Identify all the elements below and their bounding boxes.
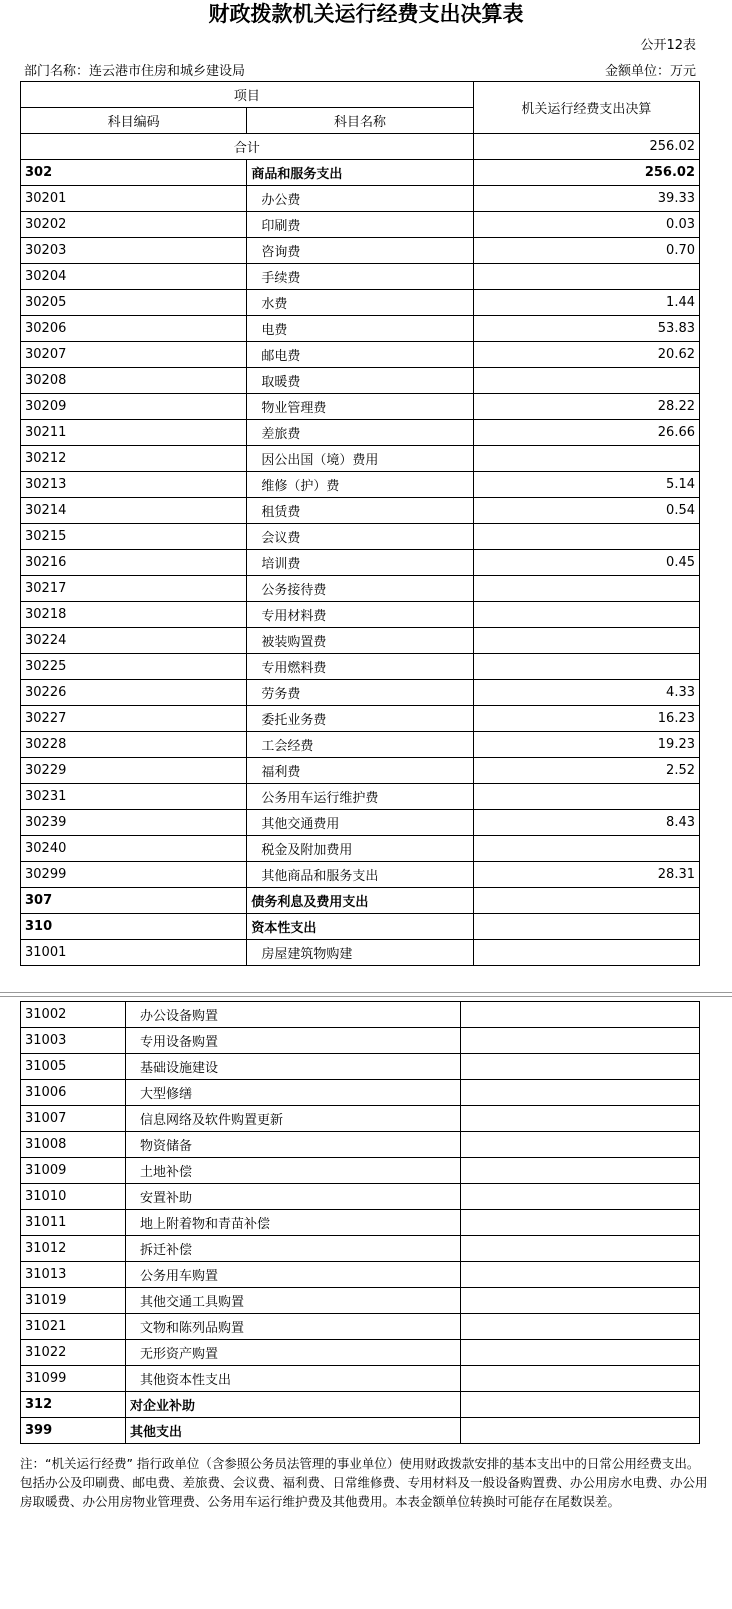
expense-table-part2 <box>20 1001 700 1444</box>
row-code: 31007 <box>21 1106 126 1132</box>
row-code: 399 <box>21 1418 126 1444</box>
row-value <box>473 576 699 602</box>
row-name: 房屋建筑物购建 <box>247 940 473 966</box>
row-code: 30206 <box>21 316 247 342</box>
row-name: 税金及附加费用 <box>247 836 473 862</box>
row-name: 劳务费 <box>247 680 473 706</box>
row-code: 31021 <box>21 1314 126 1340</box>
table-row <box>21 1028 700 1054</box>
table-row <box>21 342 700 368</box>
row-value <box>473 524 699 550</box>
row-name: 维修（护）费 <box>247 472 473 498</box>
row-name: 其他交通费用 <box>247 810 473 836</box>
table-row <box>21 784 700 810</box>
table-row <box>21 264 700 290</box>
row-name: 会议费 <box>247 524 473 550</box>
row-value: 0.54 <box>473 498 699 524</box>
row-value <box>461 1158 700 1184</box>
row-value <box>473 264 699 290</box>
row-code: 30201 <box>21 186 247 212</box>
header-item: 项目 <box>21 82 474 108</box>
table-row <box>21 446 700 472</box>
table-row <box>21 602 700 628</box>
table-row <box>21 316 700 342</box>
row-code: 31008 <box>21 1132 126 1158</box>
row-name: 大型修缮 <box>126 1080 461 1106</box>
row-value <box>473 784 699 810</box>
row-code: 31009 <box>21 1158 126 1184</box>
row-value <box>461 1184 700 1210</box>
row-value: 5.14 <box>473 472 699 498</box>
table-row <box>21 1366 700 1392</box>
table-row <box>21 1392 700 1418</box>
row-value: 28.22 <box>473 394 699 420</box>
row-name: 地上附着物和青苗补偿 <box>126 1210 461 1236</box>
row-value: 39.33 <box>473 186 699 212</box>
row-code: 31010 <box>21 1184 126 1210</box>
table-row <box>21 654 700 680</box>
table-row <box>21 394 700 420</box>
row-value: 0.70 <box>473 238 699 264</box>
row-name: 邮电费 <box>247 342 473 368</box>
row-code: 31011 <box>21 1210 126 1236</box>
row-value: 0.03 <box>473 212 699 238</box>
row-name: 福利费 <box>247 758 473 784</box>
row-value: 1.44 <box>473 290 699 316</box>
row-name: 公务用车运行维护费 <box>247 784 473 810</box>
row-code: 31006 <box>21 1080 126 1106</box>
table-row <box>21 1418 700 1444</box>
table-row <box>21 186 700 212</box>
table-row <box>21 1054 700 1080</box>
row-name: 文物和陈列品购置 <box>126 1314 461 1340</box>
row-value <box>473 446 699 472</box>
row-value <box>461 1236 700 1262</box>
expense-table-part1 <box>20 81 700 966</box>
row-name: 手续费 <box>247 264 473 290</box>
row-code: 30213 <box>21 472 247 498</box>
row-value <box>461 1366 700 1392</box>
table-row <box>21 680 700 706</box>
row-value <box>461 1314 700 1340</box>
row-name: 基础设施建设 <box>126 1054 461 1080</box>
table-row <box>21 212 700 238</box>
table-row <box>21 238 700 264</box>
row-code: 30216 <box>21 550 247 576</box>
table-row <box>21 1158 700 1184</box>
row-value <box>461 1418 700 1444</box>
row-value <box>461 1392 700 1418</box>
row-code: 30202 <box>21 212 247 238</box>
table-row <box>21 1184 700 1210</box>
row-code: 31003 <box>21 1028 126 1054</box>
table-row <box>21 160 700 186</box>
row-value <box>473 602 699 628</box>
row-code: 30217 <box>21 576 247 602</box>
table-row <box>21 836 700 862</box>
table-row <box>21 576 700 602</box>
row-name: 咨询费 <box>247 238 473 264</box>
row-value: 16.23 <box>473 706 699 732</box>
row-name: 因公出国（境）费用 <box>247 446 473 472</box>
table-row <box>21 888 700 914</box>
row-value: 19.23 <box>473 732 699 758</box>
row-code: 30239 <box>21 810 247 836</box>
row-code: 30240 <box>21 836 247 862</box>
table-row <box>21 290 700 316</box>
row-code: 30218 <box>21 602 247 628</box>
table-row <box>21 1080 700 1106</box>
row-name: 被装购置费 <box>247 628 473 654</box>
row-name: 培训费 <box>247 550 473 576</box>
row-name: 印刷费 <box>247 212 473 238</box>
row-value <box>473 940 699 966</box>
footnote: 注：“机关运行经费” 指行政单位（含参照公务员法管理的事业单位）使用财政拨款安排的基本支出中的日常公用经费支出。包括办公及印刷费、邮电费、差旅费、会议费、福利费、日常维修费、专用材料及一般设备购置费、办公用房水电费、办公用房取暖费、办公用房物业管理费、公务用车运行维护费及其他费用。本表金额单位转换时可能存在尾数误差。 <box>20 1456 708 1509</box>
row-value: 26.66 <box>473 420 699 446</box>
table-row <box>21 1262 700 1288</box>
row-code: 30208 <box>21 368 247 394</box>
row-code: 30209 <box>21 394 247 420</box>
row-code: 307 <box>21 888 247 914</box>
row-value: 20.62 <box>473 342 699 368</box>
table-row <box>21 732 700 758</box>
row-code: 312 <box>21 1392 126 1418</box>
row-value <box>473 654 699 680</box>
row-name: 安置补助 <box>126 1184 461 1210</box>
table-row <box>21 758 700 784</box>
row-name: 商品和服务支出 <box>247 160 473 186</box>
row-name: 信息网络及软件购置更新 <box>126 1106 461 1132</box>
row-name: 对企业补助 <box>126 1392 461 1418</box>
row-value <box>461 1106 700 1132</box>
table-number: 公开12表 <box>640 38 696 53</box>
table-row <box>21 524 700 550</box>
row-name: 其他交通工具购置 <box>126 1288 461 1314</box>
table-row <box>21 1288 700 1314</box>
row-name: 委托业务费 <box>247 706 473 732</box>
row-name: 差旅费 <box>247 420 473 446</box>
row-name: 其他支出 <box>126 1418 461 1444</box>
row-name: 租赁费 <box>247 498 473 524</box>
row-code: 30214 <box>21 498 247 524</box>
row-name: 公务用车购置 <box>126 1262 461 1288</box>
total-value: 256.02 <box>473 134 699 160</box>
total-label: 合计 <box>21 134 474 160</box>
row-value: 256.02 <box>473 160 699 186</box>
table-row <box>21 810 700 836</box>
row-code: 30299 <box>21 862 247 888</box>
row-value: 4.33 <box>473 680 699 706</box>
row-value <box>473 914 699 940</box>
row-name: 专用设备购置 <box>126 1028 461 1054</box>
row-name: 专用燃料费 <box>247 654 473 680</box>
table-row <box>21 1210 700 1236</box>
row-value <box>473 628 699 654</box>
row-code: 302 <box>21 160 247 186</box>
table-row <box>21 862 700 888</box>
table-row <box>21 1132 700 1158</box>
row-code: 30204 <box>21 264 247 290</box>
row-name: 资本性支出 <box>247 914 473 940</box>
row-value <box>461 1028 700 1054</box>
row-name: 无形资产购置 <box>126 1340 461 1366</box>
table-row <box>21 1340 700 1366</box>
row-code: 30228 <box>21 732 247 758</box>
row-value <box>473 368 699 394</box>
row-name: 其他商品和服务支出 <box>247 862 473 888</box>
row-value <box>461 1262 700 1288</box>
row-code: 30212 <box>21 446 247 472</box>
row-code: 30231 <box>21 784 247 810</box>
row-name: 土地补偿 <box>126 1158 461 1184</box>
row-value: 53.83 <box>473 316 699 342</box>
header-value: 机关运行经费支出决算 <box>473 82 699 134</box>
table-row <box>21 368 700 394</box>
header-name: 科目名称 <box>247 108 473 134</box>
row-name: 工会经费 <box>247 732 473 758</box>
row-code: 30229 <box>21 758 247 784</box>
department-name: 部门名称：连云港市住房和城乡建设局 <box>24 64 246 79</box>
row-value: 0.45 <box>473 550 699 576</box>
row-value <box>461 1210 700 1236</box>
row-value <box>473 888 699 914</box>
row-value <box>461 1080 700 1106</box>
row-value: 2.52 <box>473 758 699 784</box>
row-value: 8.43 <box>473 810 699 836</box>
table-row <box>21 472 700 498</box>
header-code: 科目编码 <box>21 108 247 134</box>
table-row <box>21 1002 700 1028</box>
row-code: 31005 <box>21 1054 126 1080</box>
row-code: 30215 <box>21 524 247 550</box>
table-row <box>21 914 700 940</box>
page-title: 财政拨款机关运行经费支出决算表 <box>208 1 524 26</box>
row-code: 30211 <box>21 420 247 446</box>
row-code: 30224 <box>21 628 247 654</box>
row-code: 31002 <box>21 1002 126 1028</box>
table-row <box>21 1236 700 1262</box>
table-row <box>21 1106 700 1132</box>
row-code: 30203 <box>21 238 247 264</box>
row-value <box>461 1132 700 1158</box>
amount-unit: 金额单位：万元 <box>604 64 696 79</box>
row-name: 电费 <box>247 316 473 342</box>
row-value <box>461 1002 700 1028</box>
row-name: 办公设备购置 <box>126 1002 461 1028</box>
row-name: 取暖费 <box>247 368 473 394</box>
row-name: 公务接待费 <box>247 576 473 602</box>
row-value <box>461 1054 700 1080</box>
row-value <box>461 1288 700 1314</box>
row-name: 拆迁补偿 <box>126 1236 461 1262</box>
row-code: 31019 <box>21 1288 126 1314</box>
page-break <box>0 991 732 999</box>
row-name: 债务利息及费用支出 <box>247 888 473 914</box>
row-code: 310 <box>21 914 247 940</box>
row-code: 31001 <box>21 940 247 966</box>
row-name: 物资储备 <box>126 1132 461 1158</box>
row-code: 30227 <box>21 706 247 732</box>
row-name: 其他资本性支出 <box>126 1366 461 1392</box>
table-row <box>21 420 700 446</box>
table-row <box>21 706 700 732</box>
table-row <box>21 550 700 576</box>
table-row <box>21 498 700 524</box>
row-code: 31099 <box>21 1366 126 1392</box>
row-code: 31012 <box>21 1236 126 1262</box>
table-row <box>21 628 700 654</box>
row-code: 30226 <box>21 680 247 706</box>
row-value: 28.31 <box>473 862 699 888</box>
row-name: 水费 <box>247 290 473 316</box>
row-code: 31022 <box>21 1340 126 1366</box>
row-code: 30205 <box>21 290 247 316</box>
row-code: 31013 <box>21 1262 126 1288</box>
row-value <box>473 836 699 862</box>
row-name: 专用材料费 <box>247 602 473 628</box>
row-code: 30207 <box>21 342 247 368</box>
table-row <box>21 1314 700 1340</box>
row-name: 办公费 <box>247 186 473 212</box>
row-value <box>461 1340 700 1366</box>
table-row <box>21 940 700 966</box>
row-name: 物业管理费 <box>247 394 473 420</box>
row-code: 30225 <box>21 654 247 680</box>
